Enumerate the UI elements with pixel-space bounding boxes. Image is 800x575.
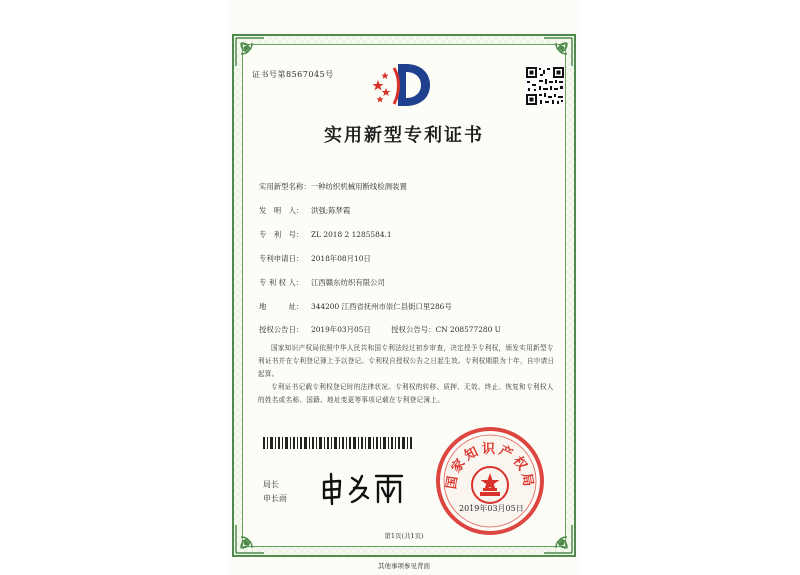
qr-code-icon bbox=[525, 66, 565, 106]
field-value: ZL 2018 2 1285584.1 bbox=[311, 230, 392, 239]
field-label: 专 利 权 人： bbox=[259, 278, 304, 287]
cnipa-logo-icon bbox=[372, 58, 434, 112]
application-date-field bbox=[259, 253, 371, 264]
national-emblem-icon bbox=[434, 425, 546, 537]
patentee-field bbox=[259, 277, 385, 288]
field-label: 专 利 号： bbox=[259, 230, 304, 239]
director-name: 申长雨 bbox=[263, 494, 287, 503]
grant-number-label: 授权公告号： bbox=[391, 325, 436, 334]
seal-text: 国家知识产权局 bbox=[444, 441, 536, 491]
field-label: 实用新型名称： bbox=[259, 182, 311, 191]
field-value: 洪强;陈梦霞 bbox=[311, 206, 351, 215]
corner-ornament-icon bbox=[234, 36, 268, 70]
field-label: 发 明 人： bbox=[259, 206, 304, 215]
utility-model-name-field bbox=[259, 181, 407, 192]
certificate-paragraph-1: 国家知识产权局依照中华人民共和国专利法经过初步审查，决定授予专利权，颁发实用新型专利证书并在专利登记簿上予以登记。专利权自授权公告之日起生效。专利权期限为十年，自申请日起算。 bbox=[258, 344, 555, 378]
grant-announcement-field bbox=[259, 324, 501, 335]
seal-date: 2019年03月05日 bbox=[459, 504, 524, 513]
page-number: 第1页(共1页) bbox=[384, 532, 424, 540]
field-label: 地 址： bbox=[259, 302, 304, 311]
patent-number-field bbox=[259, 229, 392, 240]
inventor-field bbox=[259, 205, 350, 216]
certificate-paragraph-2: 专利证书记载专利权登记时的法律状况。专利权的转移、质押、无效、终止、恢复和专利权人的姓名或名称、国籍、地址变更等事项记载在专利登记簿上。 bbox=[258, 383, 554, 404]
director-block bbox=[263, 478, 287, 506]
director-signature bbox=[318, 468, 408, 508]
field-value: 344200 江西省抚州市崇仁县街口里286号 bbox=[311, 302, 452, 311]
field-value: 2019年03月05日 bbox=[311, 325, 371, 334]
field-value: 江西赣东纺织有限公司 bbox=[311, 278, 385, 287]
grant-number-value: CN 208577280 U bbox=[435, 325, 501, 334]
field-value: 2018年08月10日 bbox=[311, 254, 371, 263]
certificate-number: 证书号第8567045号 bbox=[252, 70, 334, 79]
address-field bbox=[259, 301, 452, 312]
footnote: 其他事项参见背面 bbox=[378, 562, 430, 570]
director-title: 局长 bbox=[263, 480, 279, 489]
field-label: 授权公告日： bbox=[259, 325, 304, 334]
field-label: 专利申请日： bbox=[259, 254, 304, 263]
corner-ornament-icon bbox=[540, 36, 574, 70]
barcode-icon bbox=[263, 437, 413, 449]
certificate-title: 实用新型专利证书 bbox=[324, 125, 484, 146]
field-value: 一种纺织机械用断线检测装置 bbox=[310, 182, 407, 191]
